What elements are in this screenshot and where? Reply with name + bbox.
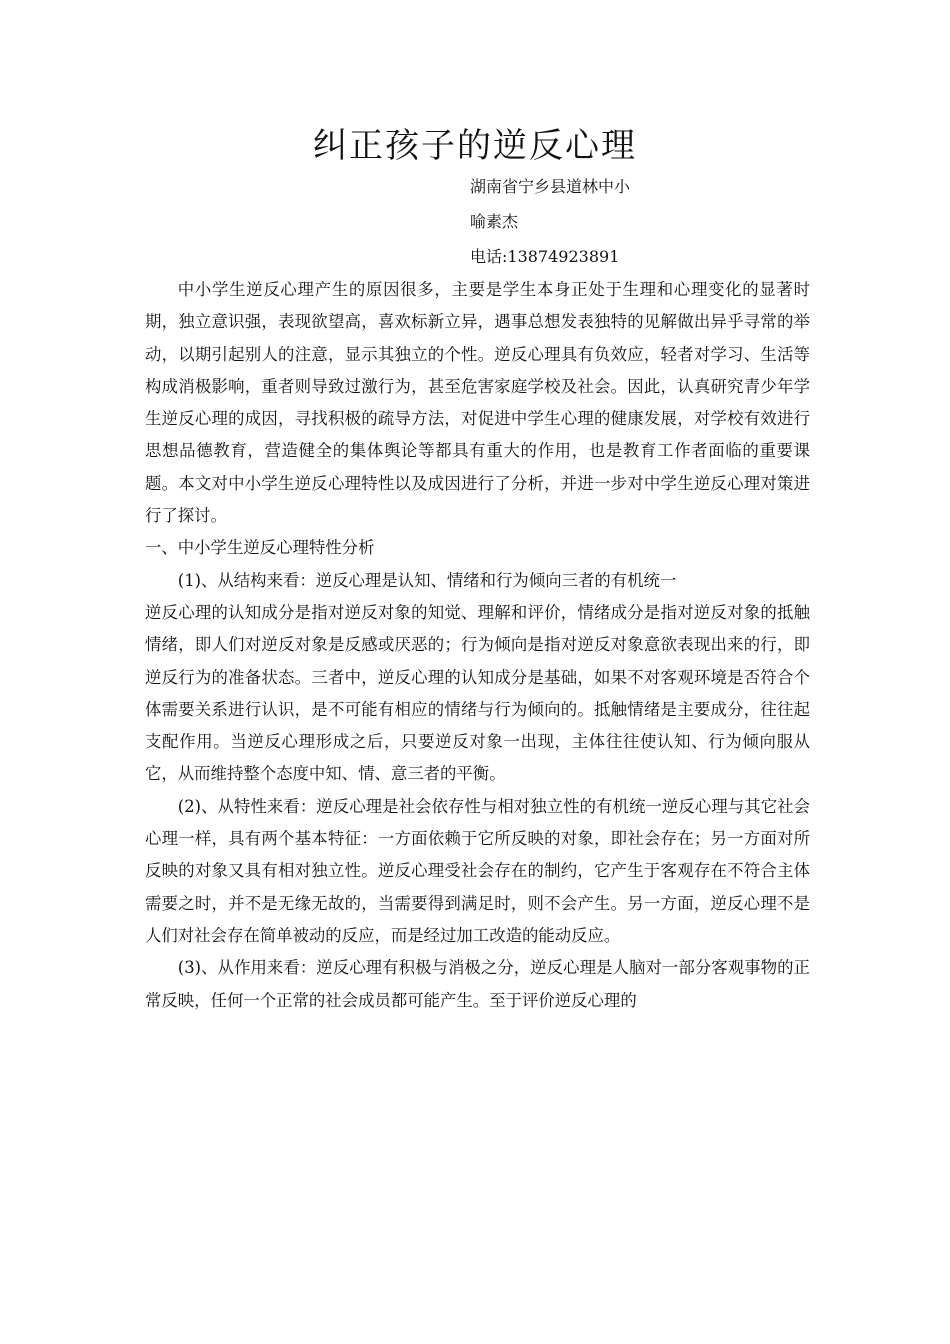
- intro-paragraph: 中小学生逆反心理产生的原因很多，主要是学生本身正处于生理和心理变化的显著时期，独立意识强，表现欲望高，喜欢标新立异，遇事总想发表独特的见解做出异乎寻常的举动，以期引起别人的注意，显示其独立的个性。逆反心理具有负效应，轻者对学习、生活等构成消极影响，重者则导致过激行为，甚至危害家庭学校及社会。因此，认真研究青少年学生逆反心理的成因，寻找积极的疏导方法，对促进中学生心理的健康发展，对学校有效进行思想品德教育，营造健全的集体舆论等都具有重大的作用，也是教育工作者面临的重要课题。本文对中小学生逆反心理特性以及成因进行了分析，并进一步对中学生逆反心理对策进行了探讨。: [145, 280, 810, 526]
- document-title: 纠正孩子的逆反心理: [313, 126, 637, 166]
- item1-body: 逆反心理的认知成分是指对逆反对象的知觉、理解和评价，情绪成分是指对逆反对象的抵触情绪，即人们对逆反对象是反感或厌恶的；行为倾向是指对逆反对象意欲表现出来的行，即逆反行为的准备状态。三者中，逆反心理的认知成分是基础，如果不对客观环境是否符合个体需要关系进行认识，是不可能有相应的情绪与行为倾向的。抵触情绪是主要成分，往往起支配作用。当逆反心理形成之后，只要逆反对象一出现，主体往往使认知、行为倾向服从它，从而维持整个态度中知、情、意三者的平衡。: [145, 602, 810, 784]
- author-school: 湖南省宁乡县道林中小: [470, 177, 631, 196]
- author-name: 喻素杰: [470, 212, 519, 231]
- author-phone: 电话:13874923891: [470, 247, 620, 266]
- item3-paragraph: (3)、从作用来看：逆反心理有积极与消极之分，逆反心理是人脑对一部分客观事物的正常反映，任何一个正常的社会成员都可能产生。至于评价逆反心理的: [145, 958, 810, 1010]
- document-body: [145, 274, 810, 1017]
- section-heading: 一、中小学生逆反心理特性分析: [145, 538, 375, 558]
- item2-paragraph: (2)、从特性来看：逆反心理是社会依存性与相对独立性的有机统一逆反心理与其它社会心理一样，具有两个基本特征：一方面依赖于它所反映的对象，即社会存在；另一方面对所反映的对象又具有相对独立性。逆反心理受社会存在的制约，它产生于客观存在不符合主体需要之时，并不是无缘无故的，当需要得到满足时，则不会产生。另一方面，逆反心理不是人们对社会存在简单被动的反应，而是经过加工改造的能动反应。: [145, 796, 810, 945]
- item1-lead: (1)、从结构来看：逆反心理是认知、情绪和行为倾向三者的有机统一: [177, 570, 677, 590]
